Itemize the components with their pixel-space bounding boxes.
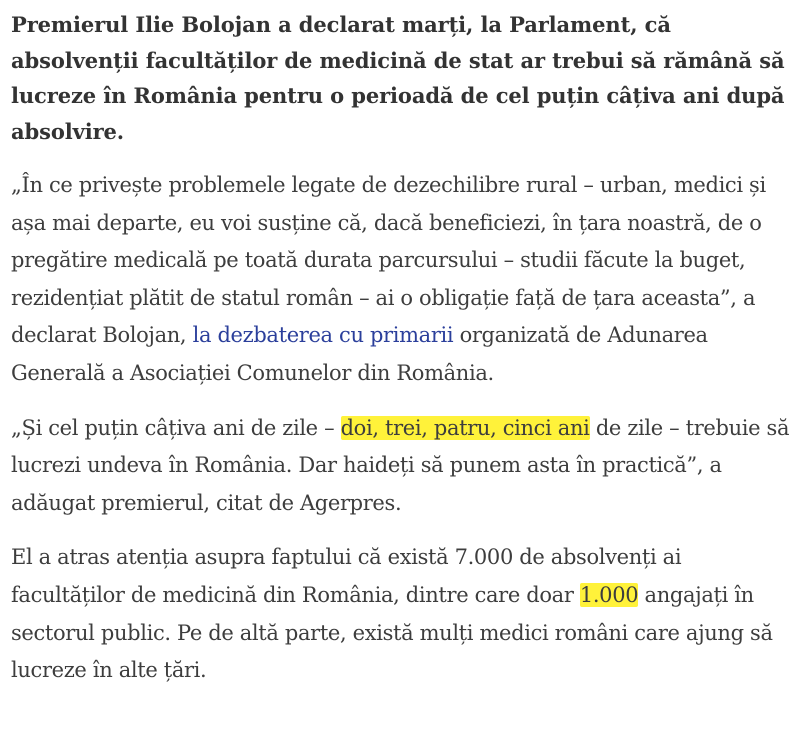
paragraph-text: „Și cel puțin câțiva ani de zile – — [11, 415, 341, 440]
paragraph-text: angajați în sectorul public. Pe de altă parte, există mulți medici români care ajung să lucreze în alte țări. — [11, 582, 773, 683]
paragraph-quote-years — [11, 410, 793, 523]
highlighted-text: doi, trei, patru, cinci ani — [340, 415, 590, 440]
article-body — [11, 7, 793, 707]
paragraph-text: organizată de Adunarea Generală a Asociației Comunelor din România. — [11, 323, 708, 385]
highlighted-number: 1.000 — [579, 582, 639, 607]
paragraph-text: El a atras atenția asupra faptului că există 7.000 de absolvenți ai facultăților de medicină din România, dintre care doar — [11, 545, 682, 607]
paragraph-graduates — [11, 539, 793, 689]
paragraph-text: „În ce privește problemele legate de dezechilibre rural – urban, medici și așa mai departe, eu voi susține că, dacă beneficiezi, în țara noastră, de o pregătire medicală pe toată durata parcursului – studii făcute la buget, rezidențiat plătit de statul român – ai o obligație față de țara aceasta”, a declarat Bolojan, — [11, 173, 766, 348]
paragraph-text: de zile – trebuie să lucrezi undeva în România. Dar haideți să punem asta în practică”, a adăugat premierul, citat de Agerpres. — [11, 415, 790, 515]
debate-link[interactable]: la dezbaterea cu primarii — [192, 323, 454, 348]
paragraph-quote-bolojan — [11, 167, 793, 393]
article-lead: Premierul Ilie Bolojan a declarat marți, la Parlament, că absolvenții facultăților de medicină de stat ar trebui să rămână să lucreze în România pentru o perioadă de cel puțin câțiva ani după absolvire. — [11, 12, 785, 144]
